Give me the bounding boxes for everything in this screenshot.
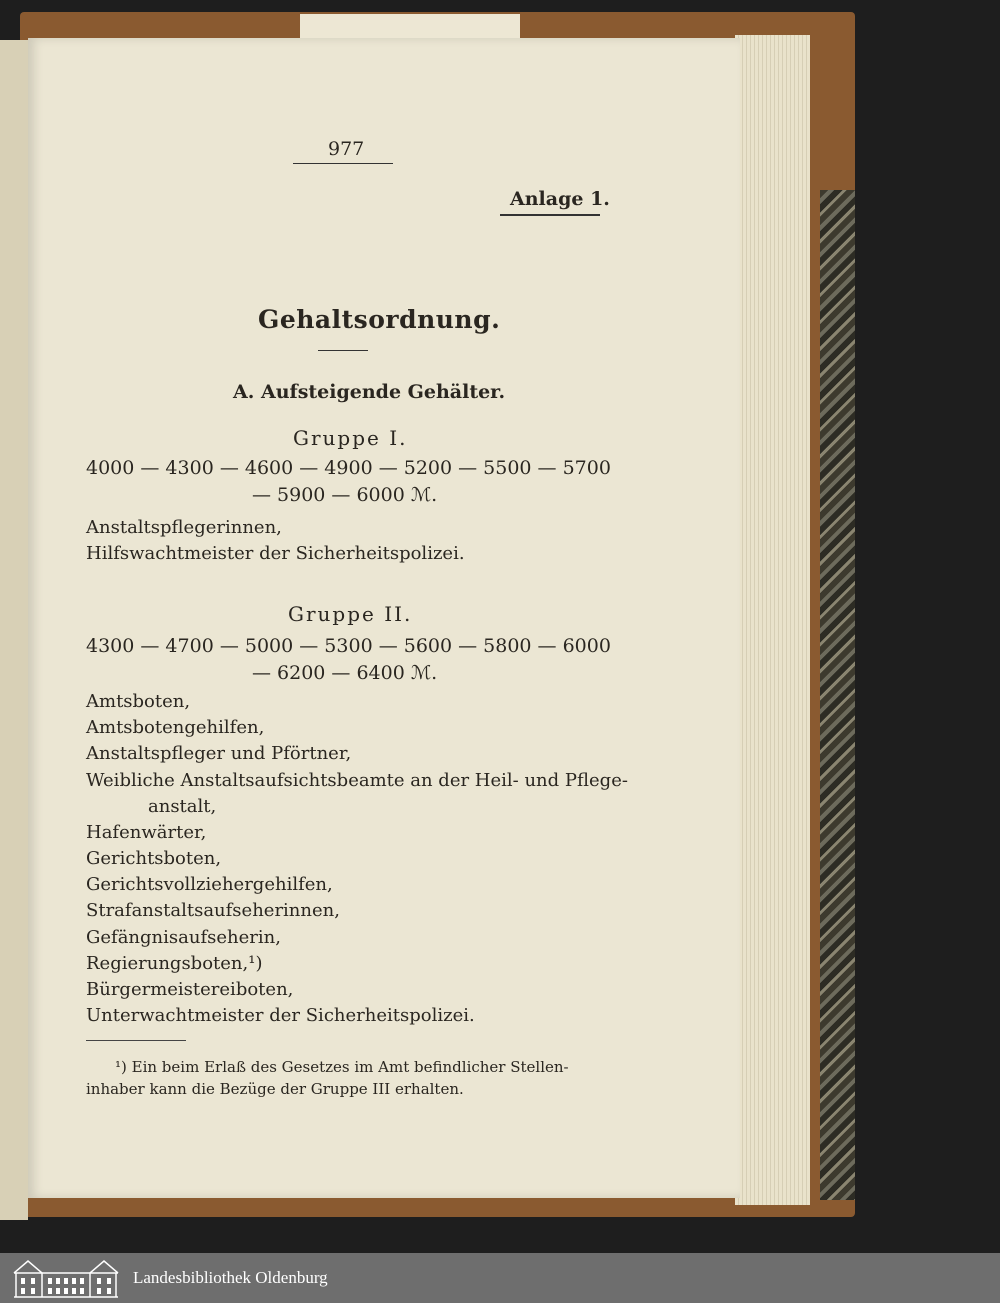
page-number-rule <box>293 163 393 164</box>
library-building-icon <box>10 1257 122 1299</box>
footnote-text: ¹) Ein beim Erlaß des Gesetzes im Amt befindlicher Stellen- <box>115 1058 569 1076</box>
library-name: Landesbibliothek Oldenburg <box>133 1268 328 1287</box>
title-rule <box>318 350 368 351</box>
position-item: Strafanstaltsaufseherinnen, <box>86 900 340 921</box>
position-item: Gerichtsboten, <box>86 848 222 869</box>
position-item: Regierungsboten,¹) <box>86 953 263 974</box>
salary-scale-line: 4000 — 4300 — 4600 — 4900 — 5200 — 5500 — 5700 <box>86 457 611 479</box>
group-heading: Gruppe II. <box>288 602 413 626</box>
position-item: Amtsboten, <box>86 691 191 712</box>
salary-scale-line: — 6200 — 6400 ℳ. <box>252 662 438 684</box>
marbled-edge <box>820 190 855 1200</box>
salary-scale-line: 4300 — 4700 — 5000 — 5300 — 5600 — 5800 — 6000 <box>86 635 611 657</box>
position-item: Gefängnisaufseherin, <box>86 927 281 948</box>
position-item: Bürgermeistereiboten, <box>86 979 294 1000</box>
salary-scale-line: — 5900 — 6000 ℳ. <box>252 484 438 506</box>
library-footer <box>0 1253 1000 1303</box>
page-number: 977 <box>328 138 365 160</box>
position-item: Anstaltspfleger und Pförtner, <box>86 743 352 764</box>
position-item: Anstaltspflegerinnen, <box>86 517 282 538</box>
position-item: Hafenwärter, <box>86 822 207 843</box>
position-item-continuation: anstalt, <box>148 796 217 817</box>
annex-label: Anlage 1. <box>510 188 610 210</box>
position-item: Unterwachtmeister der Sicherheitspolizei. <box>86 1005 475 1026</box>
section-title: A. Aufsteigende Gehälter. <box>233 381 506 403</box>
footnote-rule <box>86 1040 186 1041</box>
document-title: Gehaltsordnung. <box>258 305 501 334</box>
position-item: Hilfswachtmeister der Sicherheitspolizei. <box>86 543 465 564</box>
position-item: Amtsbotengehilfen, <box>86 717 265 738</box>
left-page-edge <box>0 40 28 1220</box>
group-heading: Gruppe I. <box>293 426 408 450</box>
position-item: Weibliche Anstaltsaufsichtsbeamte an der Heil- und Pflege- <box>86 770 628 791</box>
position-item: Gerichtsvollziehergehilfen, <box>86 874 333 895</box>
page-edges <box>735 35 810 1205</box>
footnote-text: inhaber kann die Bezüge der Gruppe III erhalten. <box>86 1080 464 1098</box>
annex-underline <box>500 214 600 216</box>
